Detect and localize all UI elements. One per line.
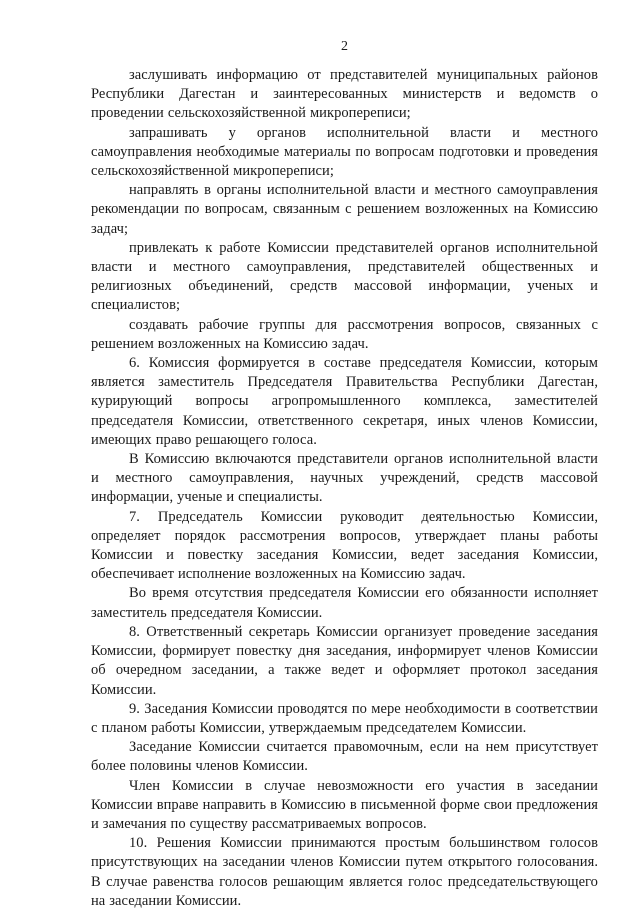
page-number: 2: [341, 39, 348, 54]
document-body: [91, 66, 598, 911]
paragraph-written-proposals: Член Комиссии в случае невозможности его участия в заседании Комиссии вправе направить в Комиссию в письменной форме свои предложения и замечания по существу рассматриваемых вопросов.: [91, 777, 598, 832]
paragraph-chair-absence: Во время отсутствия председателя Комиссии его обязанности исполняет заместитель председателя Комиссии.: [91, 585, 598, 621]
paragraph-hear-information: заслушивать информацию от представителей муниципальных районов Республики Дагестан и заинтересованных министерств и ведомств о проведении сельскохозяйственной микропереписи;: [91, 67, 598, 122]
paragraph-involve-representatives: привлекать к работе Комиссии представителей органов исполнительной власти и местного самоуправления, представителей общественных и религиозных объединений, средств массовой информации, ученых и специалистов;: [91, 239, 598, 314]
paragraph-request-materials: запрашивать у органов исполнительной власти и местного самоуправления необходимые материалы по вопросам подготовки и проведения сельскохозяйственной микропереписи;: [91, 124, 598, 180]
paragraph-send-recommendations: направлять в органы исполнительной власти и местного самоуправления рекомендации по вопросам, связанным с решением возложенных на Комиссию задач;: [91, 182, 598, 237]
paragraph-clause-6: 6. Комиссия формируется в составе председателя Комиссии, которым является заместитель Председателя Правительства Республики Дагестан, курирующий вопросы агропромышленного комплекса, заместителей председателя Комиссии, ответственного секретаря, иных членов Комиссии, имеющих право решающего голоса.: [91, 355, 598, 448]
paragraph-quorum: Заседание Комиссии считается правомочным, если на нем присутствует более половины членов Комиссии.: [91, 739, 598, 775]
paragraph-create-working-groups: создавать рабочие группы для рассмотрения вопросов, связанных с решением возложенных на Комиссию задач.: [91, 316, 598, 352]
paragraph-clause-8: 8. Ответственный секретарь Комиссии организует проведение заседания Комиссии, формирует повестку дня заседания, информирует членов Комиссии об очередном заседании, а также ведет и оформляет протокол заседания Комиссии.: [91, 623, 598, 698]
paragraph-clause-10: 10. Решения Комиссии принимаются простым большинством голосов присутствующих на заседании членов Комиссии путем открытого голосования. В случае равенства голосов решающим является голос председательствующего на заседании Комиссии.: [91, 835, 598, 909]
paragraph-clause-7: 7. Председатель Комиссии руководит деятельностью Комиссии, определяет порядок рассмотрения вопросов, утверждает планы работы Комиссии и повестку заседания Комиссии, ведет заседания Комиссии, обеспечивает исполнение возложенных на Комиссию задач.: [91, 508, 598, 583]
paragraph-clause-9: 9. Заседания Комиссии проводятся по мере необходимости в соответствии с планом работы Комиссии, утверждаемым председателем Комиссии.: [91, 700, 598, 736]
paragraph-commission-members: В Комиссию включаются представители органов исполнительной власти и местного самоуправления, научных учреждений, средств массовой информации, ученые и специалисты.: [91, 451, 598, 506]
